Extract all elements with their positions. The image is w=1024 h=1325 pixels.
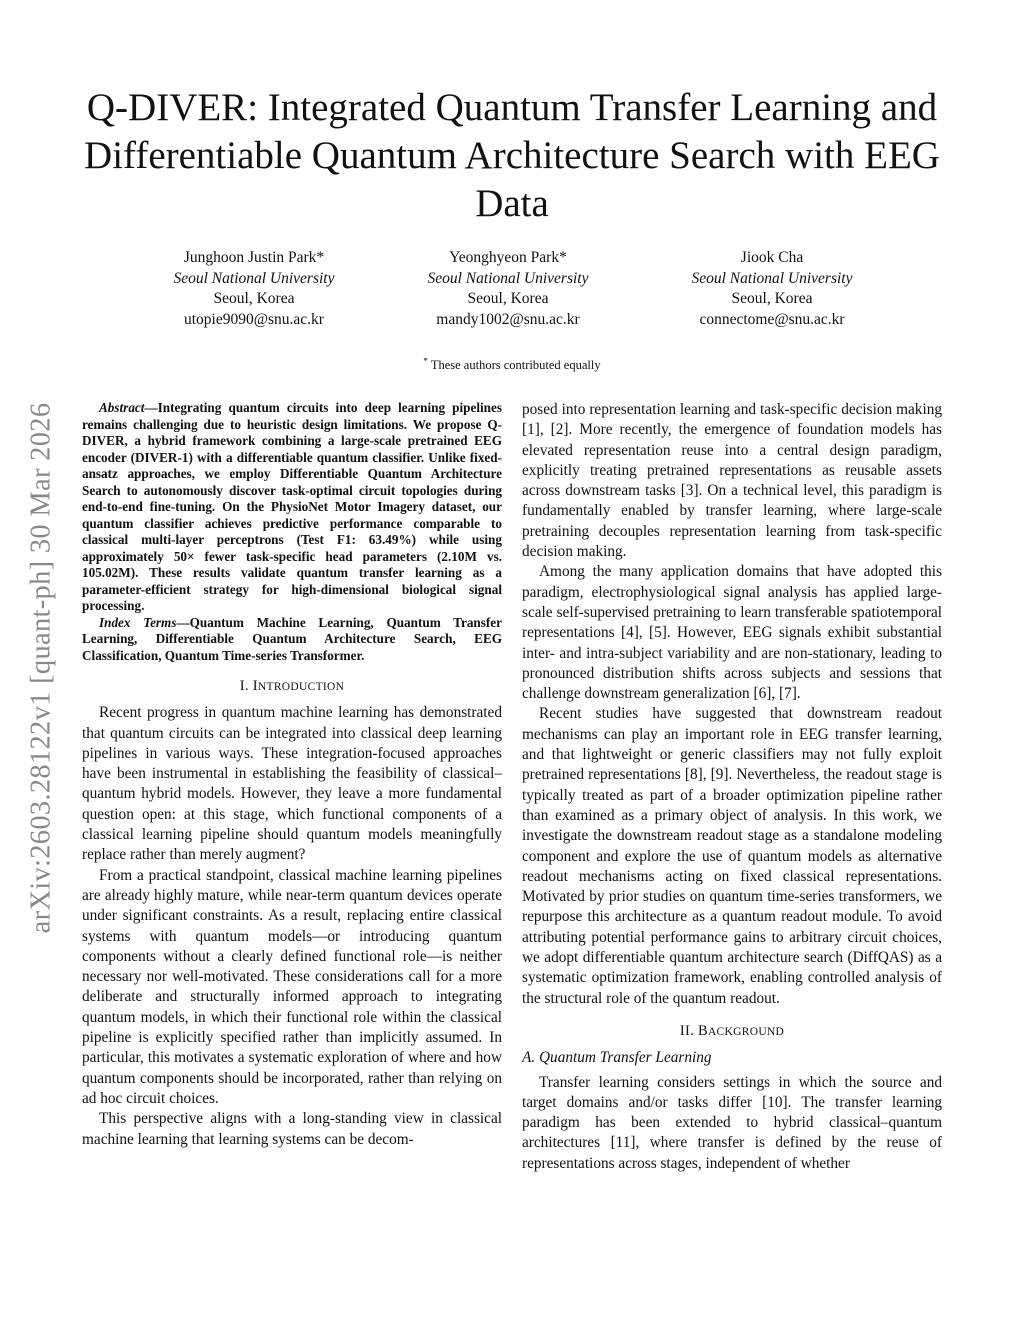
- section-number: I.: [239, 678, 249, 694]
- author-block-1: [124, 248, 384, 330]
- section-title-rest: NTRODUCTION: [257, 681, 345, 693]
- abstract-text: —Integrating quantum circuits into deep learning pipelines remains challenging due to heuristic design limitations. We propose Q-DIVER, a hybrid framework combining a large-scale pretrained EEG encoder (DIVER-1) with a differentiable quantum classifier. Unlike fixed-ansatz approaches, we employ Differentiable Quantum Architecture Search to autonomously discover task-optimal circuit topologies during end-to-end fine-tuning. On the PhysioNet Motor Imagery dataset, our quantum classifier achieves predictive performance comparable to classical multi-layer perceptrons (Test F1: 63.49%) while using approximately 50× fewer task-specific head parameters (2.10M vs. 105.02M). These results validate quantum transfer learning as a parameter-efficient strategy for high-dimensional biological signal processing.: [82, 400, 502, 613]
- paragraph: Recent studies have suggested that downstream readout mechanisms can play an important role in EEG transfer learning, and that lightweight or generic classifiers may not fully exploit pretrained representations [8], [9]. Nevertheless, the readout stage is typically treated as part of a broader optimization pipeline rather than examined as a primary object of analysis. In this work, we investigate the downstream readout stage as a standalone modeling component and explore the use of quantum models as alternative readout mechanisms acting on fixed classical representations. Motivated by prior studies on quantum time-series transformers, we repurpose this architecture as a quantum readout module. To avoid attributing potential performance gains to arbitrary circuit choices, we adopt differentiable quantum architecture search (DiffQAS) as a systematic optimization framework, enabling controlled analysis of the structural role of the quantum readout.: [522, 705, 942, 1007]
- section-title-first: B: [697, 1022, 708, 1039]
- author-block-2: [378, 248, 638, 330]
- author-location: Seoul, Korea: [213, 290, 295, 307]
- right-column: [522, 400, 942, 1174]
- section-number: II.: [679, 1022, 695, 1039]
- section-title-rest: ACKGROUND: [707, 1025, 785, 1038]
- index-terms: [82, 615, 502, 665]
- equal-contribution-note: [300, 356, 724, 373]
- paragraph: From a practical standpoint, classical machine learning pipelines are already highly mature, while near-term quantum devices operate under significant constraints. As a result, replacing entire classical systems with quantum models—or introducing quantum components without a clearly defined functional role—is neither necessary nor well-motivated. These considerations call for a more deliberate and structurally informed approach to integrating quantum models, in which their functional role within the classical pipeline is explicitly specified rather than implicitly assumed. In particular, this motivates a systematic exploration of where and how quantum components should be incorporated, rather than relying on ad hoc circuit choices.: [82, 866, 502, 1107]
- section-heading-background: [522, 1021, 942, 1042]
- author-email: connectome@snu.ac.kr: [699, 310, 845, 328]
- paragraph-continuation: posed into representation learning and task-specific decision making [1], [2]. More recently, the emergence of foundation models has elevated representation reuse into a central design paradigm, explicitly treating pretrained representations as reusable assets across downstream tasks [3]. On a technical level, this paradigm is fundamentally enabled by transfer learning, where large-scale pretraining decouples representation learning from task-specific decision making.: [522, 401, 942, 561]
- arxiv-stamp-text: arXiv:2603.28122v1 [quant-ph] 30 Mar 2026: [25, 402, 57, 934]
- index-terms-text: —Quantum Machine Learning, Quantum Transfer Learning, Differentiable Quantum Architecture Search, EEG Classification, Quantum Time-series Transformer.: [82, 614, 502, 663]
- author-affiliation: Seoul National University: [173, 269, 335, 287]
- author-location: Seoul, Korea: [467, 290, 549, 307]
- subsection-heading: A. Quantum Transfer Learning: [522, 1049, 712, 1067]
- author-affiliation: Seoul National University: [427, 269, 589, 287]
- abstract-label: Abstract: [99, 400, 145, 415]
- section-title-first: I: [252, 678, 258, 694]
- author-block-3: [642, 248, 902, 330]
- arxiv-stamp: [6, 348, 76, 988]
- author-name: Yeonghyeon Park*: [449, 249, 567, 266]
- left-column: [82, 400, 502, 1150]
- author-name: Jiook Cha: [740, 249, 804, 266]
- paragraph: Transfer learning considers settings in which the source and target domains and/or tasks differ [10]. The transfer learning paradigm has been extended to hybrid classical–quantum architectures [11], where transfer is defined by the reuse of representations across stages, independent of whether: [522, 1073, 942, 1172]
- author-name: Junghoon Justin Park*: [183, 249, 325, 266]
- paragraph: Recent progress in quantum machine learning has demonstrated that quantum circuits can be integrated into classical deep learning pipelines in various ways. These integration-focused approaches have been instrumental in establishing the feasibility of classical–quantum hybrid models. However, they leave a more fundamental question open: at this stage, which functional components of a classical learning pipeline should quantum models meaningfully replace rather than merely augment?: [82, 704, 502, 864]
- index-terms-label: Index Terms: [99, 614, 177, 630]
- author-affiliation: Seoul National University: [691, 269, 853, 287]
- paragraph: This perspective aligns with a long-standing view in classical machine learning that learning systems can be decom-: [82, 1110, 502, 1148]
- paper-title: Q-DIVER: Integrated Quantum Transfer Learning and Differentiable Quantum Architecture Search with EEG Data: [84, 86, 940, 225]
- equal-contribution-text: These authors contributed equally: [430, 358, 601, 373]
- equal-contribution-mark: *: [423, 356, 428, 366]
- paragraph: Among the many application domains that have adopted this paradigm, electrophysiological signal analysis has applied large-scale self-supervised pretraining to learn transferable spatiotemporal representations [4], [5]. However, EEG signals exhibit substantial inter- and intra-subject variability and are non-stationary, leading to pronounced distribution shifts across subjects and sessions that challenge downstream generalization [6], [7].: [522, 563, 942, 703]
- author-email: mandy1002@snu.ac.kr: [436, 310, 580, 328]
- author-location: Seoul, Korea: [731, 290, 813, 307]
- author-email: utopie9090@snu.ac.kr: [184, 310, 324, 328]
- section-heading-introduction: [82, 676, 502, 697]
- abstract: [82, 400, 502, 615]
